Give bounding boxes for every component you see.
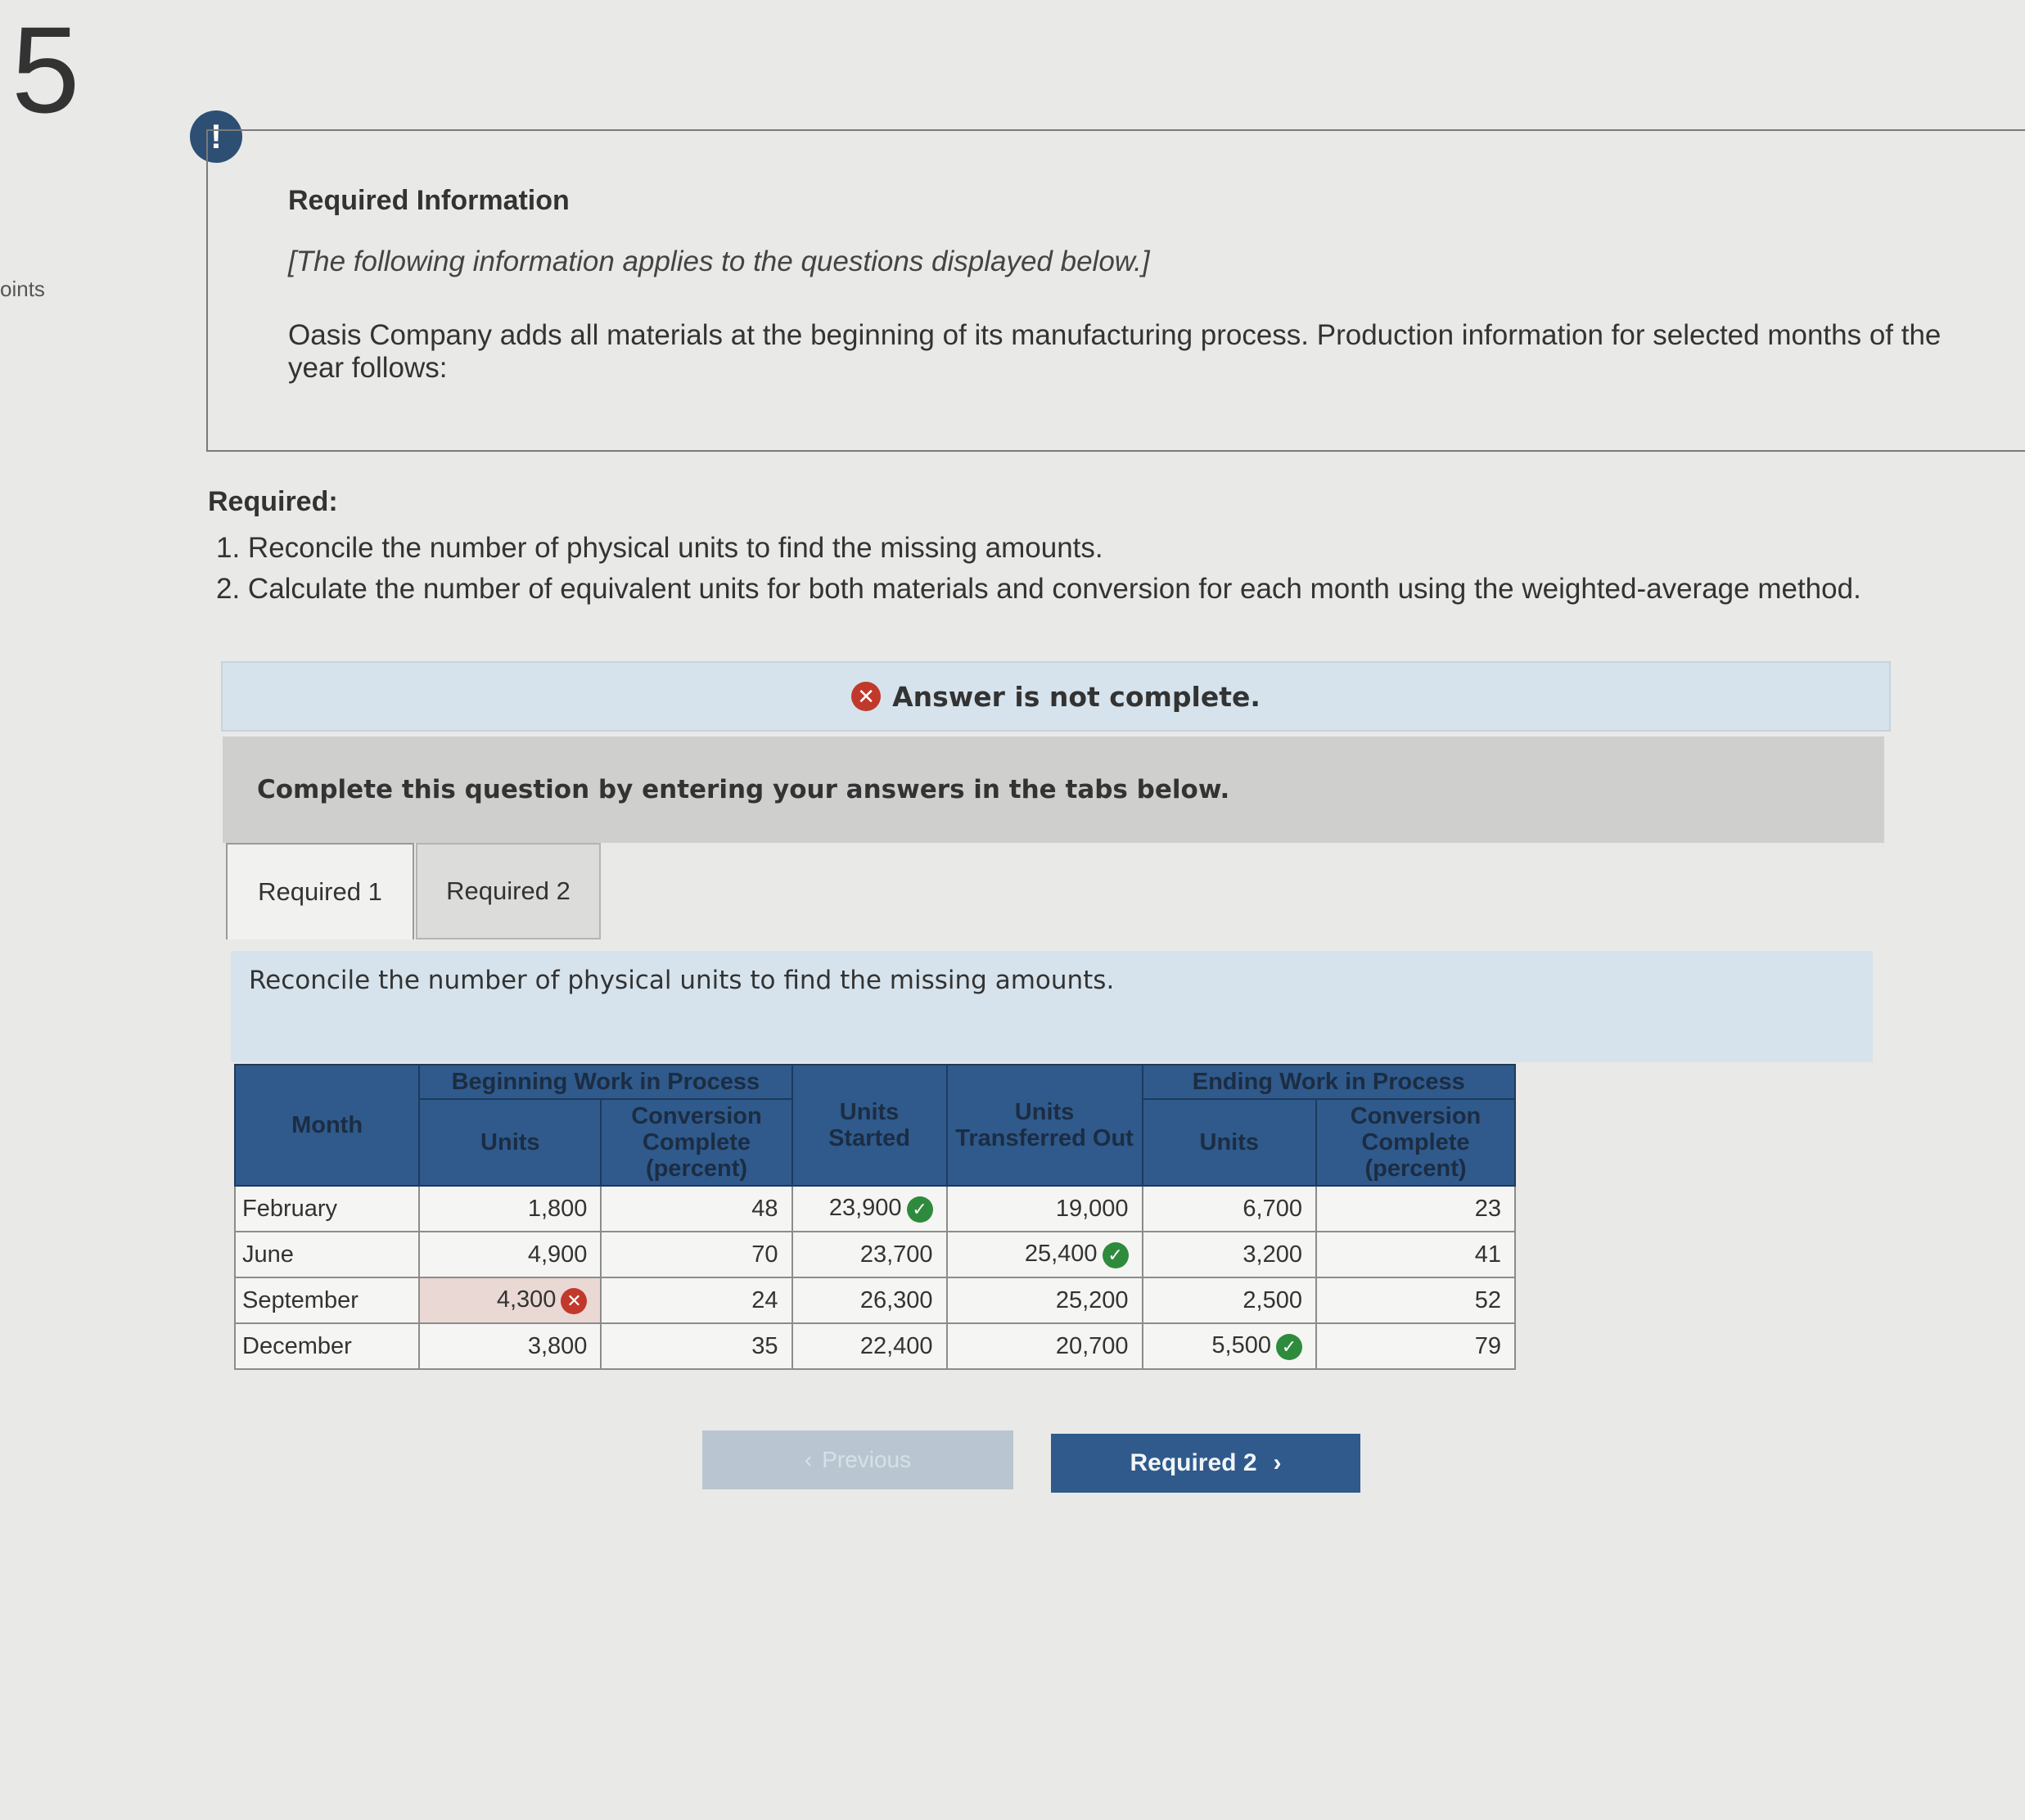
error-x-icon: ✕: [851, 682, 881, 711]
beginning-conversion-cell: 70: [601, 1232, 792, 1277]
month-cell: December: [235, 1323, 419, 1369]
instruction-bar: [223, 737, 1884, 843]
previous-label: Previous: [822, 1447, 912, 1472]
beginning-conversion-cell: 24: [601, 1277, 792, 1323]
beginning-units-cell: 3,800: [419, 1323, 601, 1369]
info-title: Required Information: [288, 185, 570, 216]
units-transferred-cell: 25,200: [947, 1277, 1143, 1323]
header-beginning-conversion: Conversion Complete (percent): [601, 1099, 792, 1186]
required-title: Required:: [208, 486, 338, 517]
previous-button[interactable]: [702, 1430, 1013, 1489]
table-row-june: [235, 1232, 1515, 1277]
ending-units-cell: 3,200: [1143, 1232, 1316, 1277]
ending-conversion-cell: 41: [1316, 1232, 1515, 1277]
status-text: Answer is not complete.: [892, 680, 1261, 713]
month-cell: June: [235, 1232, 419, 1277]
answer-status-bar: [221, 661, 1891, 732]
next-required-2-button[interactable]: [1051, 1434, 1360, 1493]
beginning-units-input[interactable]: [419, 1277, 601, 1323]
error-x-icon: ✕: [561, 1288, 587, 1314]
beginning-units-cell: 4,900: [419, 1232, 601, 1277]
cell-value: 5,500: [1211, 1332, 1271, 1359]
info-note: [The following information applies to the questions displayed below.]: [288, 246, 1150, 277]
units-started-cell: 26,300: [792, 1277, 947, 1323]
cell-value: 4,300: [496, 1286, 557, 1313]
header-ending-units: Units: [1143, 1099, 1316, 1186]
units-transferred-cell: 19,000: [947, 1186, 1143, 1232]
tab-label: Required 1: [258, 877, 382, 906]
units-table: [234, 1064, 1516, 1370]
tab-label: Required 2: [446, 876, 571, 905]
tab-required-2[interactable]: [416, 843, 601, 939]
header-beginning-wip: Beginning Work in Process: [419, 1065, 792, 1099]
check-icon: ✓: [907, 1196, 933, 1223]
ending-units-cell: 2,500: [1143, 1277, 1316, 1323]
question-number: 5: [11, 1, 80, 138]
check-icon: ✓: [1103, 1242, 1129, 1268]
tab-instruction: Reconcile the number of physical units to find the missing amounts.: [249, 966, 1115, 995]
table-row-february: [235, 1186, 1515, 1232]
beginning-conversion-cell: 35: [601, 1323, 792, 1369]
exclamation-icon: !: [190, 110, 242, 163]
units-started-cell: 23,700: [792, 1232, 947, 1277]
next-label: Required 2: [1130, 1449, 1257, 1476]
ending-conversion-cell: 52: [1316, 1277, 1515, 1323]
info-body: Oasis Company adds all materials at the beginning of its manufacturing process. Production information for selected months of the year follows:: [288, 319, 1942, 384]
header-month: Month: [235, 1065, 419, 1186]
instruction-text: Complete this question by entering your answers in the tabs below.: [257, 775, 1230, 804]
ending-units-input[interactable]: [1143, 1323, 1316, 1369]
header-ending-conversion: Conversion Complete (percent): [1316, 1099, 1515, 1186]
beginning-conversion-cell: 48: [601, 1186, 792, 1232]
ending-conversion-cell: 23: [1316, 1186, 1515, 1232]
points-label: oints: [0, 277, 45, 301]
month-cell: September: [235, 1277, 419, 1323]
units-transferred-input[interactable]: [947, 1232, 1143, 1277]
cell-value: 25,400: [1024, 1241, 1098, 1268]
cell-value: 23,900: [828, 1195, 902, 1222]
tab-panel-header: [231, 951, 1873, 1062]
required-information-box: [206, 129, 2025, 452]
required-item-2: 2. Calculate the number of equivalent units for both materials and conversion for each month using the weighted-average method.: [216, 573, 1861, 605]
units-started-cell: 22,400: [792, 1323, 947, 1369]
units-transferred-cell: 20,700: [947, 1323, 1143, 1369]
beginning-units-cell: 1,800: [419, 1186, 601, 1232]
units-started-input[interactable]: [792, 1186, 947, 1232]
header-ending-wip: Ending Work in Process: [1143, 1065, 1515, 1099]
ending-conversion-cell: 79: [1316, 1323, 1515, 1369]
table-row-september: [235, 1277, 1515, 1323]
header-units-started: Units Started: [792, 1065, 947, 1186]
required-item-1: 1. Reconcile the number of physical units to find the missing amounts.: [216, 532, 1103, 564]
chevron-left-icon: ‹: [804, 1447, 813, 1472]
header-beginning-units: Units: [419, 1099, 601, 1186]
table-row-december: [235, 1323, 1515, 1369]
tab-required-1[interactable]: [226, 843, 414, 939]
ending-units-cell: 6,700: [1143, 1186, 1316, 1232]
chevron-right-icon: ›: [1273, 1449, 1282, 1476]
header-units-transferred-out: Units Transferred Out: [947, 1065, 1143, 1186]
month-cell: February: [235, 1186, 419, 1232]
check-icon: ✓: [1276, 1334, 1302, 1360]
